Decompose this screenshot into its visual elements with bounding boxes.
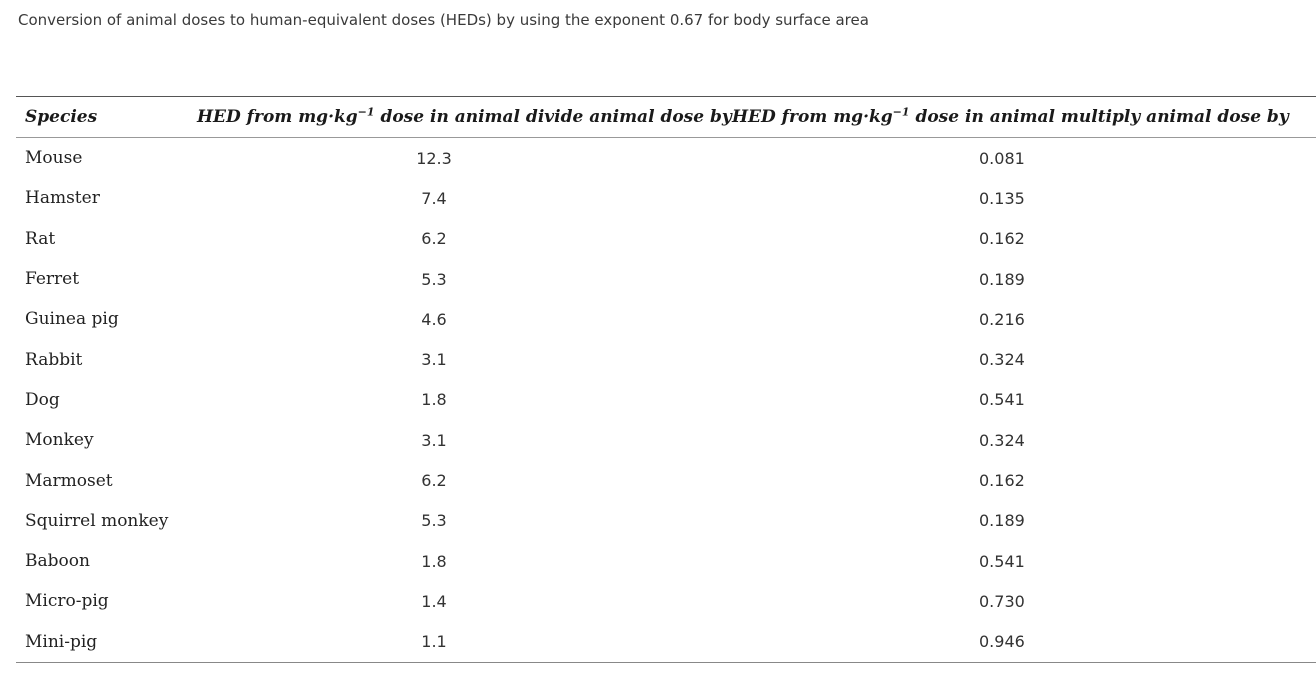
table-row [16, 622, 1316, 663]
multiply-factor-cell: 0.189 [979, 269, 1025, 289]
table-header [16, 97, 1316, 138]
divide-factor-cell: 4.6 [421, 309, 447, 329]
header-divide-prefix: HED from mg·kg [197, 107, 358, 127]
species-cell: Monkey [25, 430, 94, 451]
divide-factor-cell: 1.8 [421, 390, 447, 410]
divide-factor-cell: 1.8 [421, 551, 447, 571]
header-divide-suffix: dose in animal divide animal dose by [374, 107, 732, 127]
species-cell: Mouse [25, 148, 83, 169]
header-divide [188, 97, 730, 138]
divide-factor-cell: 1.1 [421, 632, 447, 652]
table-row [16, 581, 1316, 621]
table-row [16, 339, 1316, 379]
divide-factor-cell: 6.2 [421, 229, 447, 249]
header-row [16, 97, 1316, 138]
table-row [16, 460, 1316, 500]
multiply-factor-cell: 0.541 [979, 390, 1025, 410]
multiply-factor-cell: 0.162 [979, 229, 1025, 249]
table-row [16, 259, 1316, 299]
species-cell: Mini-pig [25, 631, 98, 652]
header-multiply-sup: −1 [892, 105, 910, 119]
table-row [16, 380, 1316, 420]
multiply-factor-cell: 0.324 [979, 430, 1025, 450]
header-multiply [730, 97, 1316, 138]
species-cell: Micro-pig [25, 591, 109, 612]
table-row [16, 501, 1316, 541]
divide-factor-cell: 6.2 [421, 471, 447, 491]
divide-factor-cell: 1.4 [421, 591, 447, 611]
header-species [16, 97, 188, 138]
divide-factor-cell: 5.3 [421, 269, 447, 289]
species-cell: Rabbit [25, 349, 83, 370]
multiply-factor-cell: 0.216 [979, 309, 1025, 329]
multiply-factor-cell: 0.730 [979, 591, 1025, 611]
multiply-factor-cell: 0.189 [979, 511, 1025, 531]
divide-factor-cell: 3.1 [421, 350, 447, 370]
species-cell: Baboon [25, 551, 90, 572]
species-cell: Hamster [25, 188, 100, 209]
table-row [16, 299, 1316, 339]
table-row [16, 178, 1316, 218]
multiply-factor-cell: 0.946 [979, 632, 1025, 652]
species-cell: Squirrel monkey [25, 510, 169, 531]
multiply-factor-cell: 0.081 [979, 148, 1025, 168]
species-cell: Rat [25, 228, 56, 249]
table-container [16, 96, 1289, 663]
species-cell: Ferret [25, 269, 80, 290]
table-row [16, 541, 1316, 581]
hed-conversion-table [16, 96, 1316, 663]
species-cell: Guinea pig [25, 309, 119, 330]
divide-factor-cell: 3.1 [421, 430, 447, 450]
divide-factor-cell: 12.3 [416, 148, 452, 168]
header-multiply-suffix: dose in animal multiply animal dose by [909, 107, 1289, 127]
table-body [16, 138, 1316, 663]
multiply-factor-cell: 0.162 [979, 471, 1025, 491]
divide-factor-cell: 7.4 [421, 188, 447, 208]
table-caption: Conversion of animal doses to human-equivalent doses (HEDs) by using the exponent 0.67 for body surface area [18, 11, 869, 29]
multiply-factor-cell: 0.541 [979, 551, 1025, 571]
header-divide-sup: −1 [357, 105, 375, 119]
header-species-label: Species [25, 107, 98, 127]
table-row [16, 219, 1316, 259]
multiply-factor-cell: 0.324 [979, 350, 1025, 370]
table-row [16, 138, 1316, 179]
divide-factor-cell: 5.3 [421, 511, 447, 531]
header-multiply-prefix: HED from mg·kg [732, 107, 893, 127]
species-cell: Dog [25, 389, 60, 410]
table-row [16, 420, 1316, 460]
multiply-factor-cell: 0.135 [979, 188, 1025, 208]
species-cell: Marmoset [25, 470, 113, 491]
